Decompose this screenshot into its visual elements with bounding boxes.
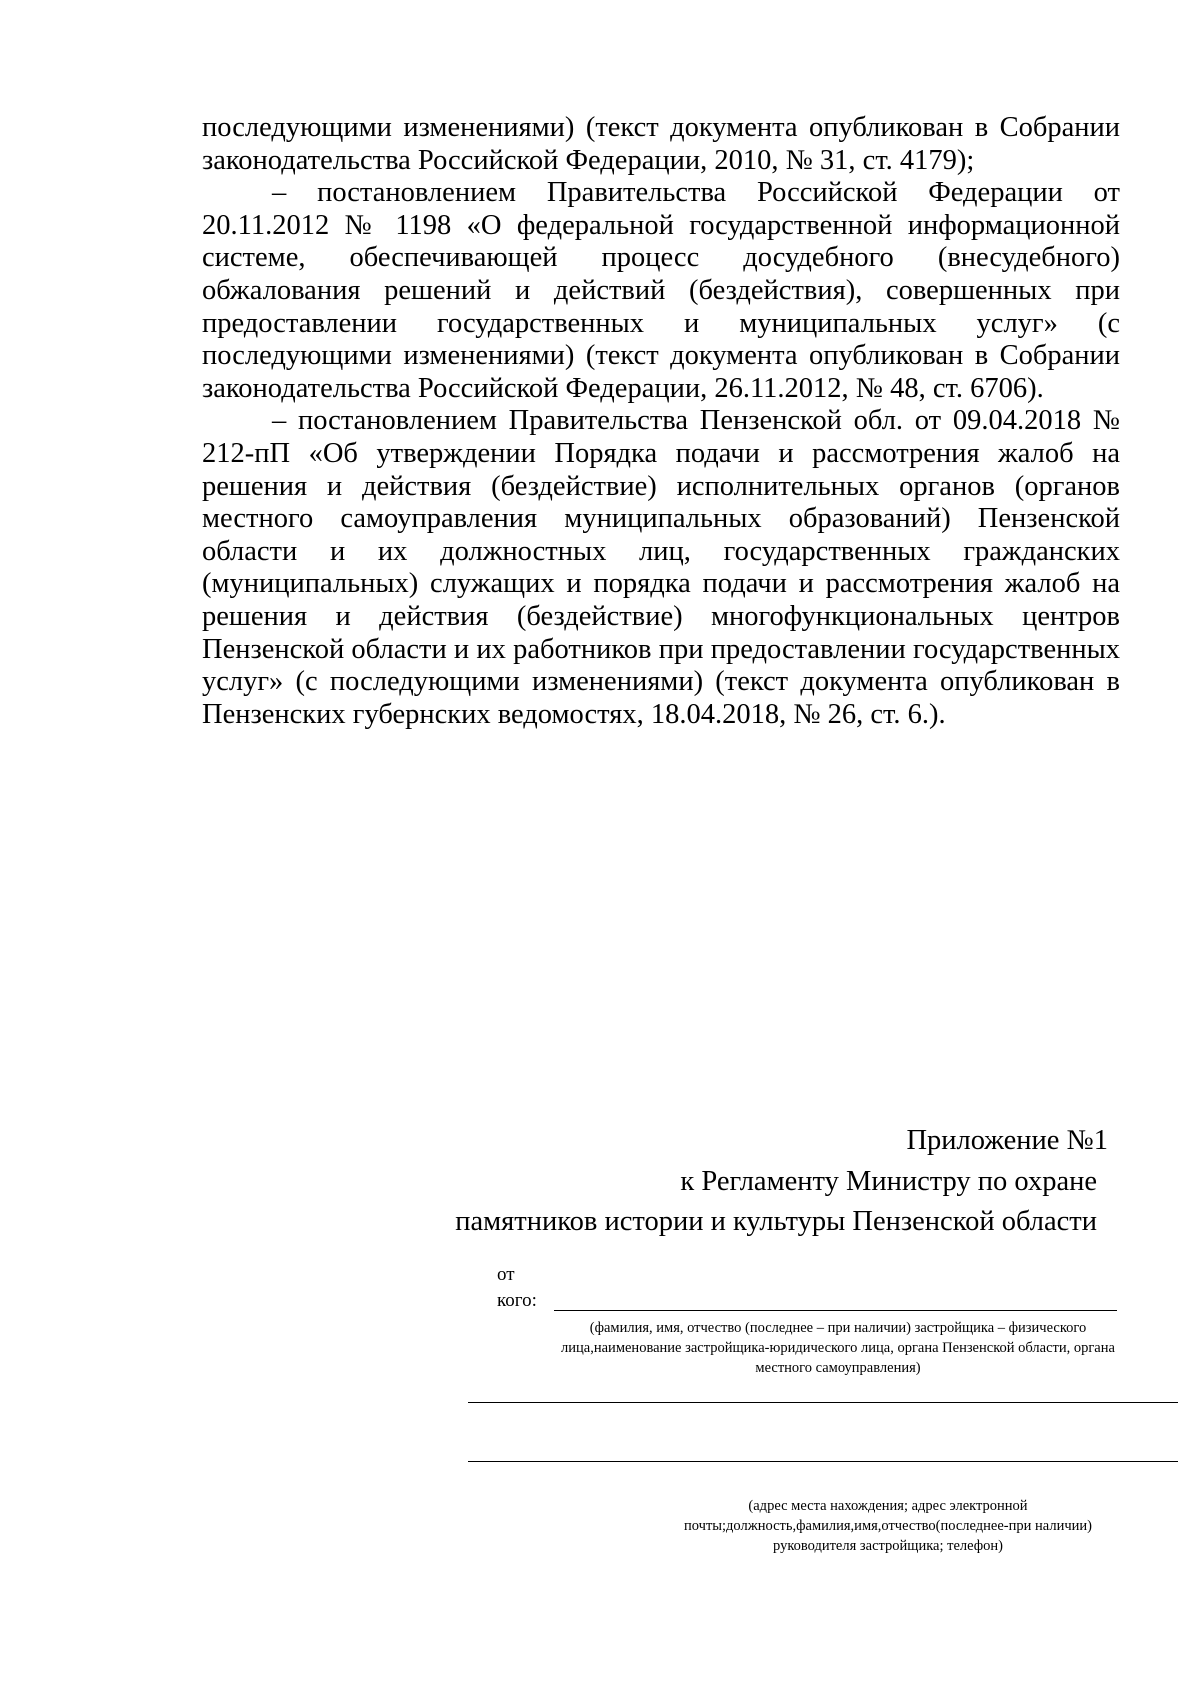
address-field-line-1 [468, 1402, 1178, 1403]
appendix-reference-line-1: к Регламенту Министру по охране [680, 1166, 1097, 1197]
document-body [202, 112, 1120, 731]
applicant-name-field-line [554, 1310, 1117, 1311]
address-caption: (адрес места нахождения; адрес электронной почты;должность,фамилия,имя,отчество(последнее-при наличии) руководителя застройщика; телефон) [684, 1498, 1092, 1554]
paragraph-resolution-212pp: – постановлением Правительства Пензенской обл. от 09.04.2018 № 212-пП «Об утверждении Порядка подачи и рассмотрения жалоб на решения и действия (бездействие) исполнительных органов (органов местного самоуправления муниципальных образований) Пензенской области и их должностных лиц, государственных гражданских (муниципальных) служащих и порядка подачи и рассмотрения жалоб на решения и действия (бездействие) многофункциональных центров Пензенской области и их работников при предоставлении государственных услуг» (с последующими изменениями) (текст документа опубликован в Пензенских губернских ведомостях, 18.04.2018, № 26, ст. 6.). [202, 405, 1120, 730]
whom-label: кого: [497, 1290, 537, 1311]
paragraph-continuation: последующими изменениями) (текст документа опубликован в Собрании законодательства Российской Федерации, 2010, № 31, ст. 4179); [202, 112, 1120, 176]
appendix-reference-line-2: памятников истории и культуры Пензенской области [455, 1206, 1097, 1237]
paragraph-resolution-1198: – постановлением Правительства Российской Федерации от 20.11.2012 № 1198 «О федеральной государственной информационной системе, обеспечивающей процесс досудебного (внесудебного) обжалования решений и действий (бездействия), совершенных при предоставлении государственных и муниципальных услуг» (с последующими изменениями) (текст документа опубликован в Собрании законодательства Российской Федерации, 26.11.2012, № 48, ст. 6706). [202, 177, 1120, 404]
from-label: от [497, 1264, 515, 1285]
address-field-line-2 [468, 1461, 1178, 1462]
applicant-caption: (фамилия, имя, отчество (последнее – при наличии) застройщика – физического лица,наименование застройщика-юридического лица, органа Пензенской области, органа местного самоуправления) [561, 1320, 1115, 1376]
appendix-title: Приложение №1 [906, 1125, 1108, 1156]
